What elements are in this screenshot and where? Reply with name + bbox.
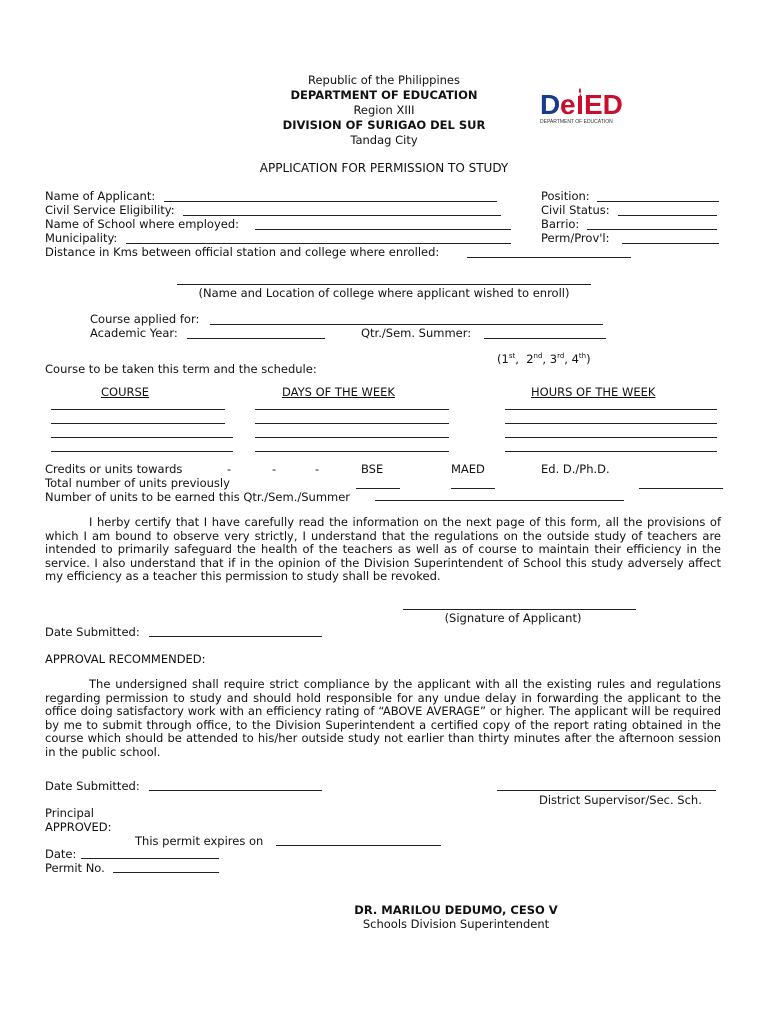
civil-status-label: Civil Status:: [541, 203, 610, 217]
position-label: Position:: [541, 189, 590, 203]
applicant-signature-field[interactable]: [403, 609, 636, 610]
barrio-field[interactable]: [587, 229, 717, 230]
edd-label: Ed. D./Ph.D.: [541, 462, 610, 476]
hours-header: HOURS OF THE WEEK: [531, 385, 656, 399]
credits-dash: -: [227, 462, 232, 476]
academic-year-label: Academic Year:: [90, 326, 178, 340]
deped-logo-subtext: DEPARTMENT OF EDUCATION: [540, 119, 613, 125]
permit-expires-label: This permit expires on: [135, 834, 264, 848]
days-row-line[interactable]: [255, 409, 449, 410]
school-label: Name of School where employed:: [45, 217, 239, 231]
superintendent-name: DR. MARILOU DEDUMO, CESO V: [354, 903, 558, 917]
qtr-sem-field[interactable]: [484, 338, 606, 339]
district-supervisor-caption: District Supervisor/Sec. Sch.: [539, 793, 702, 807]
deped-logo-torch: [578, 96, 582, 114]
course-row-line[interactable]: [51, 451, 233, 452]
college-field[interactable]: [177, 284, 591, 285]
course-applied-field[interactable]: [210, 324, 603, 325]
date-label: Date:: [45, 847, 77, 861]
hours-row-line[interactable]: [505, 409, 717, 410]
hours-row-line[interactable]: [505, 437, 717, 438]
superintendent-title: Schools Division Superintendent: [362, 917, 550, 931]
approval-recommended-label: APPROVAL RECOMMENDED:: [45, 652, 206, 666]
municipality-label: Municipality:: [45, 231, 118, 245]
course-header: COURSE: [101, 385, 150, 399]
total-units-label: Total number of units previously: [45, 476, 230, 490]
deped-logo-e: e: [560, 89, 576, 120]
city-text: Tandag City: [350, 133, 418, 147]
permit-expires-field[interactable]: [276, 845, 441, 846]
region-text: Region XIII: [353, 103, 415, 117]
deped-logo-ed: ED: [584, 89, 623, 120]
eligibility-label: Civil Service Eligibility:: [45, 203, 175, 217]
division-text: DIVISION OF SURIGAO DEL SUR: [282, 118, 486, 132]
date-submitted-2-label: Date Submitted:: [45, 779, 140, 793]
certification-text: I herby certify that I have carefully read the information on the next page of this form, all the provisions of which I am bound to observe very strictly, I understand that the regulations on the outside study of teachers are intended to primarily safeguard the health of the teachers as well as of course to maintain their efficiency in the service. I also understand that if in the opinion of the Division Superintendent of School this study adversely affect my efficiency as a teacher this permission to study shall be revoked.: [45, 515, 721, 584]
maed-units-field[interactable]: [451, 488, 495, 489]
permit-no-field[interactable]: [113, 872, 219, 873]
certification-paragraph: [45, 516, 721, 584]
approved-label: APPROVED:: [45, 820, 112, 834]
edd-units-field[interactable]: [639, 488, 723, 489]
school-field[interactable]: [255, 229, 511, 230]
college-caption: (Name and Location of college where applicant wished to enroll): [198, 286, 570, 300]
undersigned-text: The undersigned shall require strict compliance by the applicant with all the existing rules and regulations regarding permission to study and should hold responsible for any undue delay in forwarding the applicant to the office doing satisfactory work with an efficiency rating of “ABOVE AVERAGE” or higher. The applicant will be required by me to submit through office, to the Division Superintendent a certified copy of the report rating obtained in the course which should be attended to his/her outside study not earlier than thirty minutes after the afternoon session in the public school.: [45, 677, 721, 759]
deped-logo: [538, 86, 654, 126]
ordinal-3: 3: [549, 351, 558, 366]
ordinal-2: 2: [526, 351, 534, 366]
department-text: DEPARTMENT OF EDUCATION: [290, 88, 478, 102]
signature-caption: (Signature of Applicant): [444, 611, 582, 625]
date-submitted-field[interactable]: [149, 636, 322, 637]
days-row-line[interactable]: [255, 423, 449, 424]
position-field[interactable]: [597, 201, 719, 202]
barrio-label: Barrio:: [541, 217, 580, 231]
ordinal-4: 4: [571, 351, 579, 366]
district-supervisor-signature-field[interactable]: [497, 790, 716, 791]
ordinal-1: 1: [501, 351, 509, 366]
deped-logo-d: D: [540, 89, 561, 120]
republic-text: Republic of the Philippines: [307, 73, 461, 87]
academic-year-field[interactable]: [187, 338, 325, 339]
hours-row-line[interactable]: [505, 451, 717, 452]
units-to-earn-field[interactable]: [375, 500, 624, 501]
bse-label: BSE: [361, 462, 384, 476]
date-field[interactable]: [81, 858, 219, 859]
hours-row-line[interactable]: [505, 423, 717, 424]
ordinal-4-suffix: th: [578, 352, 587, 360]
civil-status-field[interactable]: [618, 215, 717, 216]
course-row-line[interactable]: [51, 409, 225, 410]
bse-units-field[interactable]: [356, 488, 400, 489]
ordinals-text: (1st, 2nd, 3rd, 4th): [497, 351, 591, 366]
course-row-line[interactable]: [51, 437, 233, 438]
distance-field[interactable]: [467, 257, 631, 258]
permit-no-label: Permit No.: [45, 861, 105, 875]
municipality-field[interactable]: [126, 243, 511, 244]
credits-label: Credits or units towards: [45, 462, 183, 476]
deped-logo-graphic: [538, 86, 654, 126]
days-row-line[interactable]: [255, 451, 449, 452]
qtr-sem-label: Qtr./Sem. Summer:: [361, 326, 472, 340]
date-submitted-label: Date Submitted:: [45, 625, 140, 639]
maed-label: MAED: [451, 462, 485, 476]
ordinal-3-suffix: rd: [557, 352, 565, 360]
course-row-line[interactable]: [51, 423, 225, 424]
days-row-line[interactable]: [255, 437, 449, 438]
course-applied-label: Course applied for:: [90, 312, 200, 326]
schedule-label: Course to be taken this term and the schedule:: [45, 362, 317, 376]
days-header: DAYS OF THE WEEK: [282, 385, 395, 399]
date-submitted-2-field[interactable]: [149, 790, 322, 791]
name-of-applicant-field[interactable]: [164, 201, 497, 202]
principal-label: Principal: [45, 806, 95, 820]
perm-prov-label: Perm/Prov'l:: [541, 231, 610, 245]
perm-prov-field[interactable]: [622, 243, 719, 244]
name-of-applicant-label: Name of Applicant:: [45, 189, 156, 203]
distance-label: Distance in Kms between official station and college where enrolled:: [45, 245, 440, 259]
credits-dash: -: [272, 462, 277, 476]
form-title: APPLICATION FOR PERMISSION TO STUDY: [259, 161, 509, 175]
units-to-earn-label: Number of units to be earned this Qtr./Sem./Summer: [45, 490, 351, 504]
eligibility-field[interactable]: [183, 215, 501, 216]
ordinal-2-suffix: nd: [533, 352, 543, 360]
credits-dash: -: [315, 462, 320, 476]
ordinal-1-suffix: st: [508, 352, 516, 360]
undersigned-paragraph: [45, 678, 721, 760]
